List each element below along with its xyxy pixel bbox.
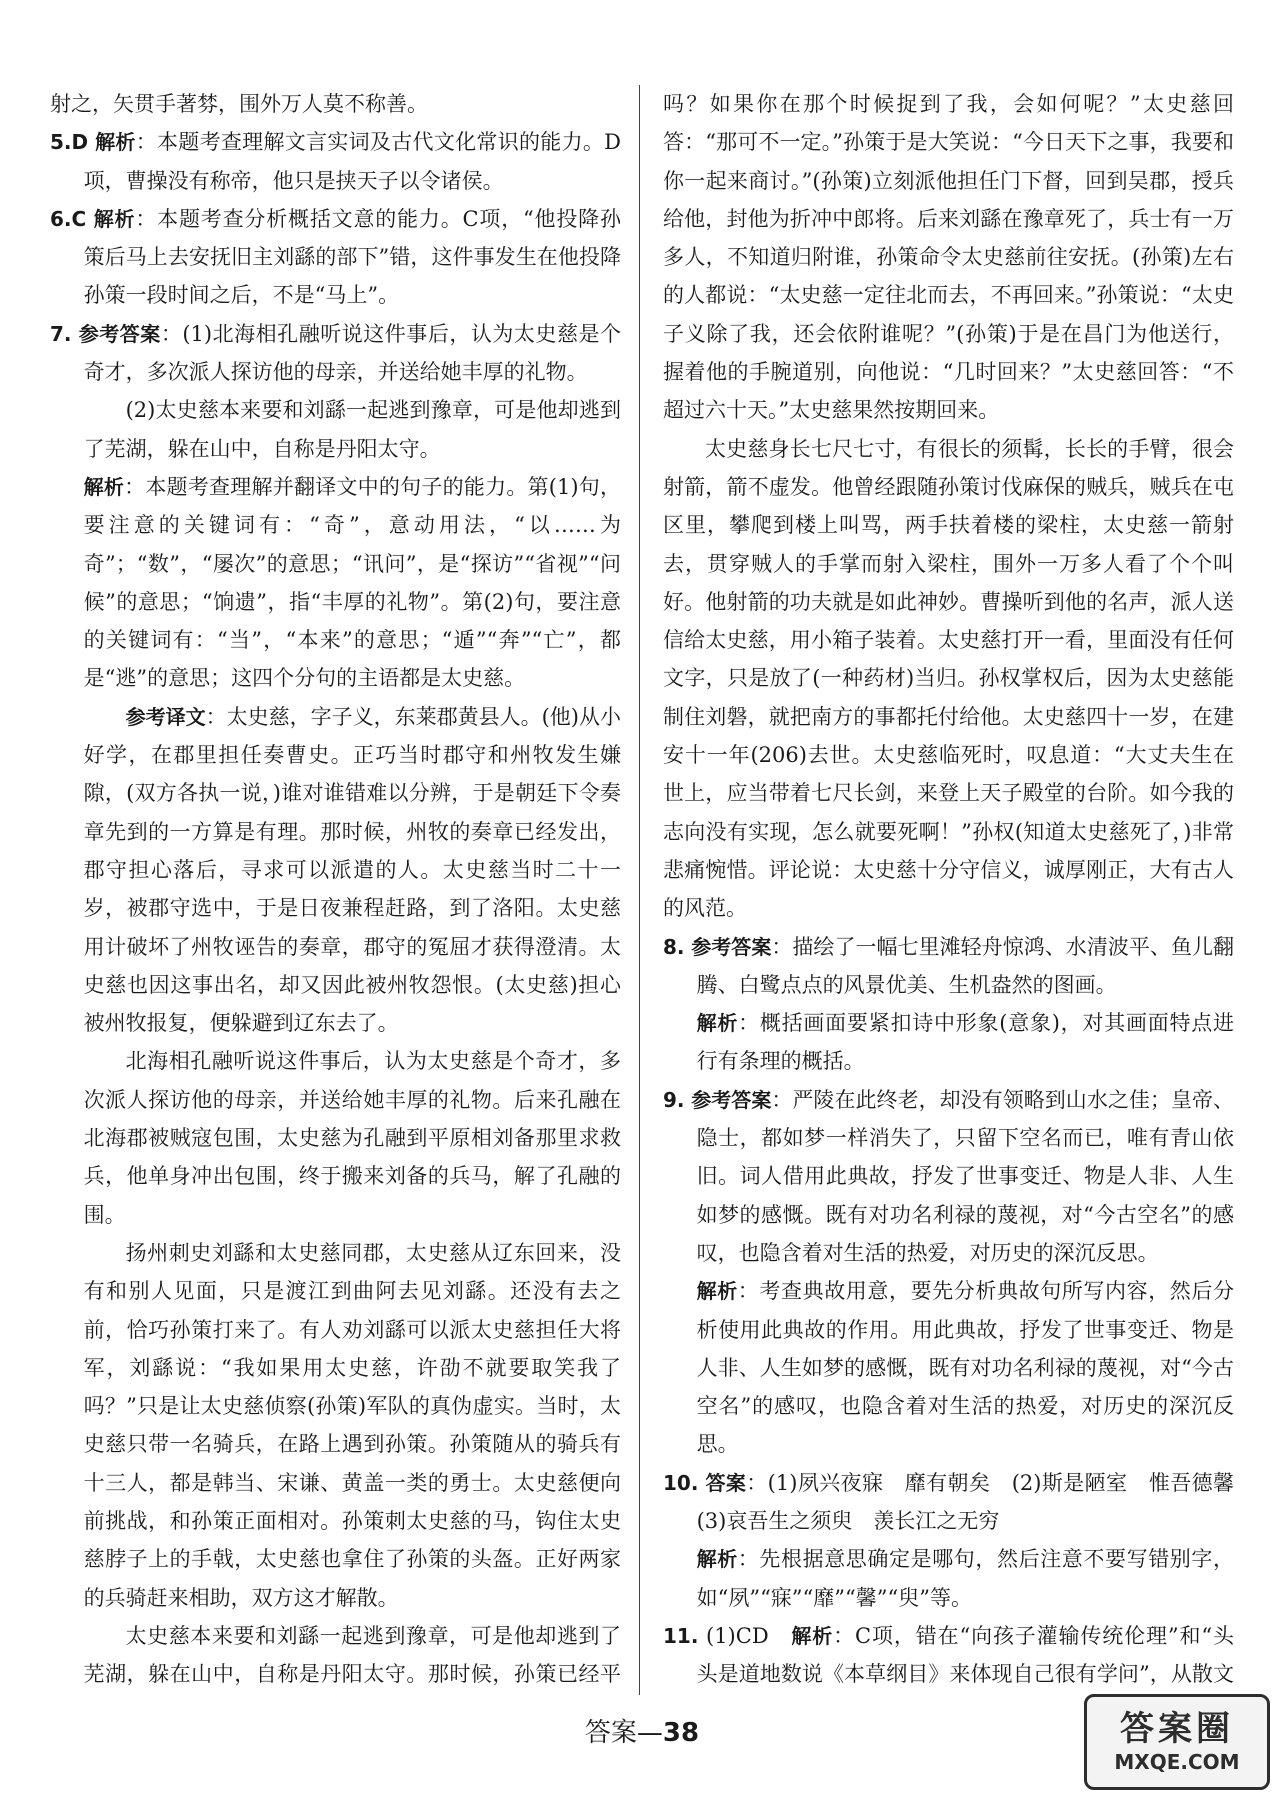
paragraph-text: 射之，矢贯手著棼，围外万人莫不称善。 xyxy=(50,92,428,116)
item-label: 参考答案 xyxy=(691,934,772,959)
paragraph-text: 北海相孔融听说这件事后，认为太史慈是个奇才，多次派人探访他的母亲，并送给她丰厚的礼物。后来孔融在北海郡被贼寇包围，太史慈为孔融到平原相刘备那里求救兵，他单身冲出包围，终于搬来刘备的兵马，解了孔融的围。 xyxy=(83,1049,621,1227)
footer-dash: — xyxy=(636,1718,663,1748)
item-number: 11. xyxy=(663,1623,699,1648)
item-label: 解析 xyxy=(83,474,125,499)
paragraph xyxy=(50,200,621,315)
paragraph-text: 太史慈本来要和刘繇一起逃到豫章，可是他却逃到了芜湖，躲在山中，自称是丹阳太守。那时候，孙策已经平 xyxy=(83,1623,621,1687)
paragraph-text: ：C项，错在“向孩子灌输传统伦理”和“头头是道地数说《本草纲目》来体现自己很有学问”，从散文 xyxy=(696,1623,1234,1687)
paragraph xyxy=(50,85,621,123)
item-label: 解析 xyxy=(696,1547,738,1572)
paragraph xyxy=(663,430,1234,928)
item-number: 8. xyxy=(663,934,685,959)
item-number: 9. xyxy=(663,1087,685,1112)
paragraph-text: ：(1)北海相孔融听说这件事后，认为太史慈是个奇才，多次派人探访他的母亲，并送给她丰厚的礼物。 xyxy=(83,321,621,385)
paragraph xyxy=(663,1272,1234,1463)
paragraph-text: ：描绘了一幅七里滩轻舟惊鸿、水清波平、鱼儿翻腾、白鹭点点的风景优美、生机盎然的图画。 xyxy=(696,934,1234,997)
watermark-domain: MXQE.COM xyxy=(1114,1750,1240,1774)
paragraph xyxy=(50,698,621,1043)
column-divider xyxy=(639,85,640,1695)
paragraph-text: ：概括画面要紧扣诗中形象(意象)，对其画面特点进行有条理的概括。 xyxy=(696,1011,1234,1074)
paragraph xyxy=(50,123,621,200)
paragraph xyxy=(663,85,1234,430)
item-label: 解析 xyxy=(95,130,136,155)
paragraph xyxy=(663,1081,1234,1272)
item-number: 7. xyxy=(50,321,72,346)
item-number: 10. xyxy=(663,1470,699,1495)
item-label: 参考答案 xyxy=(691,1087,772,1112)
paragraph-text: ：本题考查理解并翻译文中的句子的能力。第(1)句，要注意的关键词有：“奇”，意动用法，“以……为奇”；“数”，“屡次”的意思；“讯问”，是“探访”“省视”“问候”的意思；“饷遗”，指“丰厚的礼物”。第(2)句，要注意的关键词有：“当”，“本来”的意思；“遁”“奔”“亡”，都是“逃”的意思；这四个分句的主语都是太史慈。 xyxy=(83,474,621,691)
left-column xyxy=(50,85,621,1695)
page-body xyxy=(50,85,1234,1695)
item-number: 5.D xyxy=(50,130,89,155)
paragraph-text: 扬州刺史刘繇和太史慈同郡，太史慈从辽东回来，没有和别人见面，只是渡江到曲阿去见刘繇。还没有去之前，恰巧孙策打来了。有人劝刘繇可以派太史慈担任大将军，刘繇说：“我如果用太史慈，许劭不就要取笑我了吗？”只是让太史慈侦察(孙策)军队的真伪虚实。当时，太史慈只带一名骑兵，在路上遇到孙策。孙策随从的骑兵有十三人，都是韩当、宋谦、黄盖一类的勇士。太史慈便向前挑战，和孙策正面相对。孙策刺太史慈的马，钩住太史慈脖子上的手戟，太史慈也拿住了孙策的头盔。正好两家的兵骑赶来相助，双方这才解散。 xyxy=(83,1240,621,1610)
right-column xyxy=(663,85,1234,1695)
paragraph xyxy=(663,1617,1234,1695)
item-label: 参考译文 xyxy=(125,704,206,729)
paragraph-text: ：太史慈，字子义，东莱郡黄县人。(他)从小好学，在郡里担任奏曹史。正巧当时郡守和州牧发生嫌隙，(双方各执一说，)谁对谁错难以分辨，于是朝廷下令奏章先到的一方算是有理。那时候，州牧的奏章已经发出，郡守担心落后，寻求可以派遣的人。太史慈当时二十一岁，被郡守选中，于是日夜兼程赶路，到了洛阳。太史慈用计破坏了州牧诬告的奏章，郡守的冤屈才获得澄清。太史慈也因这事出名，却又因此被州牧怨恨。(太史慈)担心被州牧报复，便躲避到辽东去了。 xyxy=(83,704,621,1036)
paragraph xyxy=(663,1540,1234,1617)
paragraph-text: ：先根据意思确定是哪句，然后注意不要写错别字，如“夙”“寐”“靡”“馨”“臾”等。 xyxy=(696,1547,1234,1610)
paragraph-text: ：严陵在此终老，却没有领略到山水之佳；皇帝、隐士，都如梦一样消失了，只留下空名而已，唯有青山依旧。词人借用此典故，抒发了世事变迁、物是人非、人生如梦的感慨。既有对功名利禄的蔑视，对“今古空名”的感叹，也隐含着对生活的热爱，对历史的深沉反思。 xyxy=(696,1087,1234,1265)
paragraph-text: ：本题考查理解文言实词及古代文化常识的能力。D项，曹操没有称帝，他只是挟天子以令诸侯。 xyxy=(83,130,621,193)
watermark-title: 答案圈 xyxy=(1120,1709,1234,1749)
item-label: 解析 xyxy=(696,1279,738,1304)
paragraph-text: (1)CD xyxy=(706,1623,792,1648)
paragraph xyxy=(50,1617,621,1695)
item-label: 答案 xyxy=(705,1470,747,1495)
paragraph xyxy=(50,315,621,392)
paragraph xyxy=(663,928,1234,1005)
paragraph xyxy=(50,468,621,698)
item-label: 解析 xyxy=(791,1623,834,1648)
item-label: 解析 xyxy=(93,206,136,231)
paragraph xyxy=(663,1004,1234,1081)
item-label: 参考答案 xyxy=(78,321,161,346)
paragraph-text: 吗？如果你在那个时候捉到了我，会如何呢？”太史慈回答：“那可不一定。”孙策于是大笑说：“今日天下之事，我要和你一起来商讨。”(孙策)立刻派他担任门下督，回到吴郡，授兵给他，封他为折冲中郎将。后来刘繇在豫章死了，兵士有一万多人，不知道归附谁，孙策命令太史慈前往安抚。(孙策)左右的人都说：“太史慈一定往北而去，不再回来。”孙策说：“太史子义除了我，还会依附谁呢？”(孙策)于是在昌门为他送行，握着他的手腕道别，向他说：“几时回来？”太史慈回答：“不超过六十天。”太史慈果然按期回来。 xyxy=(663,92,1234,423)
page-number: 38 xyxy=(662,1718,700,1748)
paragraph-text: ：本题考查分析概括文意的能力。C项，“他投降孙策后马上去安抚旧主刘繇的部下”错，这件事发生在他投降孙策一段时间之后，不是“马上”。 xyxy=(83,206,621,308)
item-number: 6.C xyxy=(50,206,87,231)
item-label: 解析 xyxy=(696,1011,739,1036)
paragraph xyxy=(50,391,621,468)
paragraph-text: ：考查典故用意，要先分析典故句所写内容，然后分析使用此典故的作用。用此典故，抒发了世事变迁、物是人非、人生如梦的感慨，既有对功名利禄的蔑视，对“今古空名”的感叹，也隐含着对生活的热爱，对历史的深沉反思。 xyxy=(696,1279,1234,1457)
watermark-logo xyxy=(1084,1694,1270,1790)
paragraph xyxy=(50,1042,621,1233)
paragraph xyxy=(50,1234,621,1617)
paragraph xyxy=(663,1464,1234,1541)
footer-label: 答案 xyxy=(584,1718,637,1748)
paragraph-text: ：(1)夙兴夜寐 靡有朝矣 (2)斯是陋室 惟吾德馨 (3)哀吾生之须臾 羡长江之无穷 xyxy=(696,1470,1234,1533)
paragraph-text: 太史慈身长七尺七寸，有很长的须髯，长长的手臂，很会射箭，箭不虚发。他曾经跟随孙策讨伐麻保的贼兵，贼兵在屯区里，攀爬到楼上叫骂，两手扶着楼的梁柱，太史慈一箭射去，贯穿贼人的手掌而射入梁柱，围外一万多人看了个个叫好。他射箭的功夫就是如此神妙。曹操听到他的名声，派人送信给太史慈，用小箱子装着。太史慈打开一看，里面没有任何文字，只是放了(一种药材)当归。孙权掌权后，因为太史慈能制住刘磐，就把南方的事都托付给他。太史慈四十一岁，在建安十一年(206)去世。太史慈临死时，叹息道：“大丈夫生在世上，应当带着七尺长剑，来登上天子殿堂的台阶。如今我的志向没有实现，怎么就要死啊！”孙权(知道太史慈死了，)非常悲痛惋惜。评论说：太史慈十分守信义，诚厚刚正，大有古人的风范。 xyxy=(663,436,1234,921)
paragraph-text: (2)太史慈本来要和刘繇一起逃到豫章，可是他却逃到了芜湖，躲在山中，自称是丹阳太守。 xyxy=(83,398,621,461)
